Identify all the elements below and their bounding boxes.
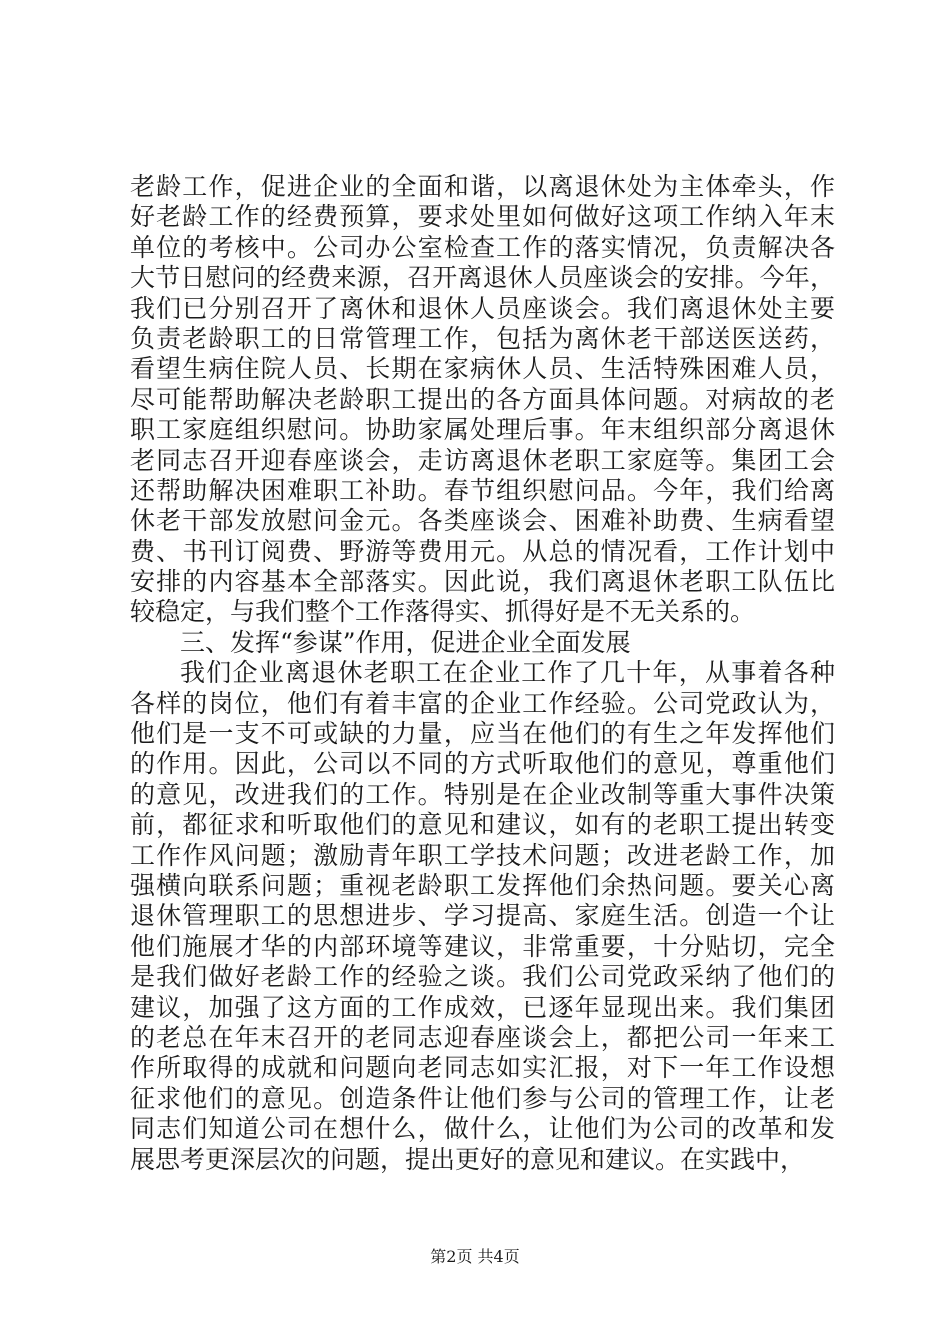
paragraph-line: 大节日慰问的经费来源，召开离退休人员座谈会的安排。今年， <box>130 263 835 293</box>
paragraph-line: 各样的岗位，他们有着丰富的企业工作经验。公司党政认为， <box>130 688 835 718</box>
paragraph-line: 他们是一支不可或缺的力量，应当在他们的有生之年发挥他们 <box>130 719 835 749</box>
paragraph-line: 建议，加强了这方面的工作成效，已逐年显现出来。我们集团 <box>130 992 835 1022</box>
paragraph-line: 他们施展才华的内部环境等建议，非常重要，十分贴切，完全 <box>130 931 835 961</box>
paragraph-line: 作所取得的成就和问题向老同志如实汇报，对下一年工作设想 <box>130 1053 835 1083</box>
paragraph-line: 老龄工作，促进企业的全面和谐，以离退休处为主体牵头，作 <box>130 172 835 201</box>
paragraph-line: 安排的内容基本全部落实。因此说，我们离退休老职工队伍比 <box>130 567 835 597</box>
paragraph-line: 负责老龄职工的日常管理工作，包括为离休老干部送医送药， <box>130 323 835 353</box>
paragraph-line: 强横向联系问题；重视老龄职工发挥他们余热问题。要关心离 <box>130 870 835 900</box>
paragraph-line: 还帮助解决困难职工补助。春节组织慰问品。今年，我们给离 <box>130 475 835 505</box>
section-heading: 三、发挥“参谋”作用，促进企业全面发展 <box>180 627 631 657</box>
paragraph-line: 较稳定，与我们整个工作落得实、抓得好是不无关系的。 <box>130 597 756 627</box>
document-body <box>130 172 835 1175</box>
page-footer: 第2页 共4页 <box>430 1247 520 1266</box>
paragraph-line: 职工家庭组织慰问。协助家属处理后事。年末组织部分离退休 <box>130 415 835 445</box>
paragraph-line: 是我们做好老龄工作的经验之谈。我们公司党政采纳了他们的 <box>130 962 835 992</box>
paragraph-line: 看望生病住院人员、长期在家病休人员、生活特殊困难人员， <box>130 354 835 384</box>
paragraph-line: 尽可能帮助解决老龄职工提出的各方面具体问题。对病故的老 <box>130 384 835 414</box>
paragraph-line: 单位的考核中。公司办公室检查工作的落实情况，负责解决各 <box>130 232 835 262</box>
paragraph-line: 好老龄工作的经费预算，要求处里如何做好这项工作纳入年末 <box>130 202 835 232</box>
paragraph-line: 的老总在年末召开的老同志迎春座谈会上，都把公司一年来工 <box>130 1022 835 1052</box>
paragraph-line: 休老干部发放慰问金元。各类座谈会、困难补助费、生病看望 <box>130 506 835 536</box>
paragraph-line: 同志们知道公司在想什么，做什么，让他们为公司的改革和发 <box>130 1114 835 1144</box>
paragraph-line: 前，都征求和听取他们的意见和建议，如有的老职工提出转变 <box>130 810 835 840</box>
paragraph-line: 我们已分别召开了离休和退休人员座谈会。我们离退休处主要 <box>130 293 835 323</box>
paragraph-line: 我们企业离退休老职工在企业工作了几十年，从事着各种 <box>180 658 835 688</box>
paragraph-line: 征求他们的意见。创造条件让他们参与公司的管理工作，让老 <box>130 1083 835 1113</box>
paragraph-line: 老同志召开迎春座谈会，走访离退休老职工家庭等。集团工会 <box>130 445 835 475</box>
paragraph-line: 费、书刊订阅费、野游等费用元。从总的情况看，工作计划中 <box>130 536 835 566</box>
paragraph-line: 展思考更深层次的问题，提出更好的意见和建议。在实践中， <box>130 1144 806 1174</box>
paragraph-line: 工作作风问题；激励青年职工学技术问题；改进老龄工作，加 <box>130 840 835 870</box>
paragraph-line: 退休管理职工的思想进步、学习提高、家庭生活。创造一个让 <box>130 901 835 931</box>
paragraph-line: 的作用。因此，公司以不同的方式听取他们的意见，尊重他们 <box>130 749 835 779</box>
paragraph-line: 的意见，改进我们的工作。特别是在企业改制等重大事件决策 <box>130 779 835 809</box>
